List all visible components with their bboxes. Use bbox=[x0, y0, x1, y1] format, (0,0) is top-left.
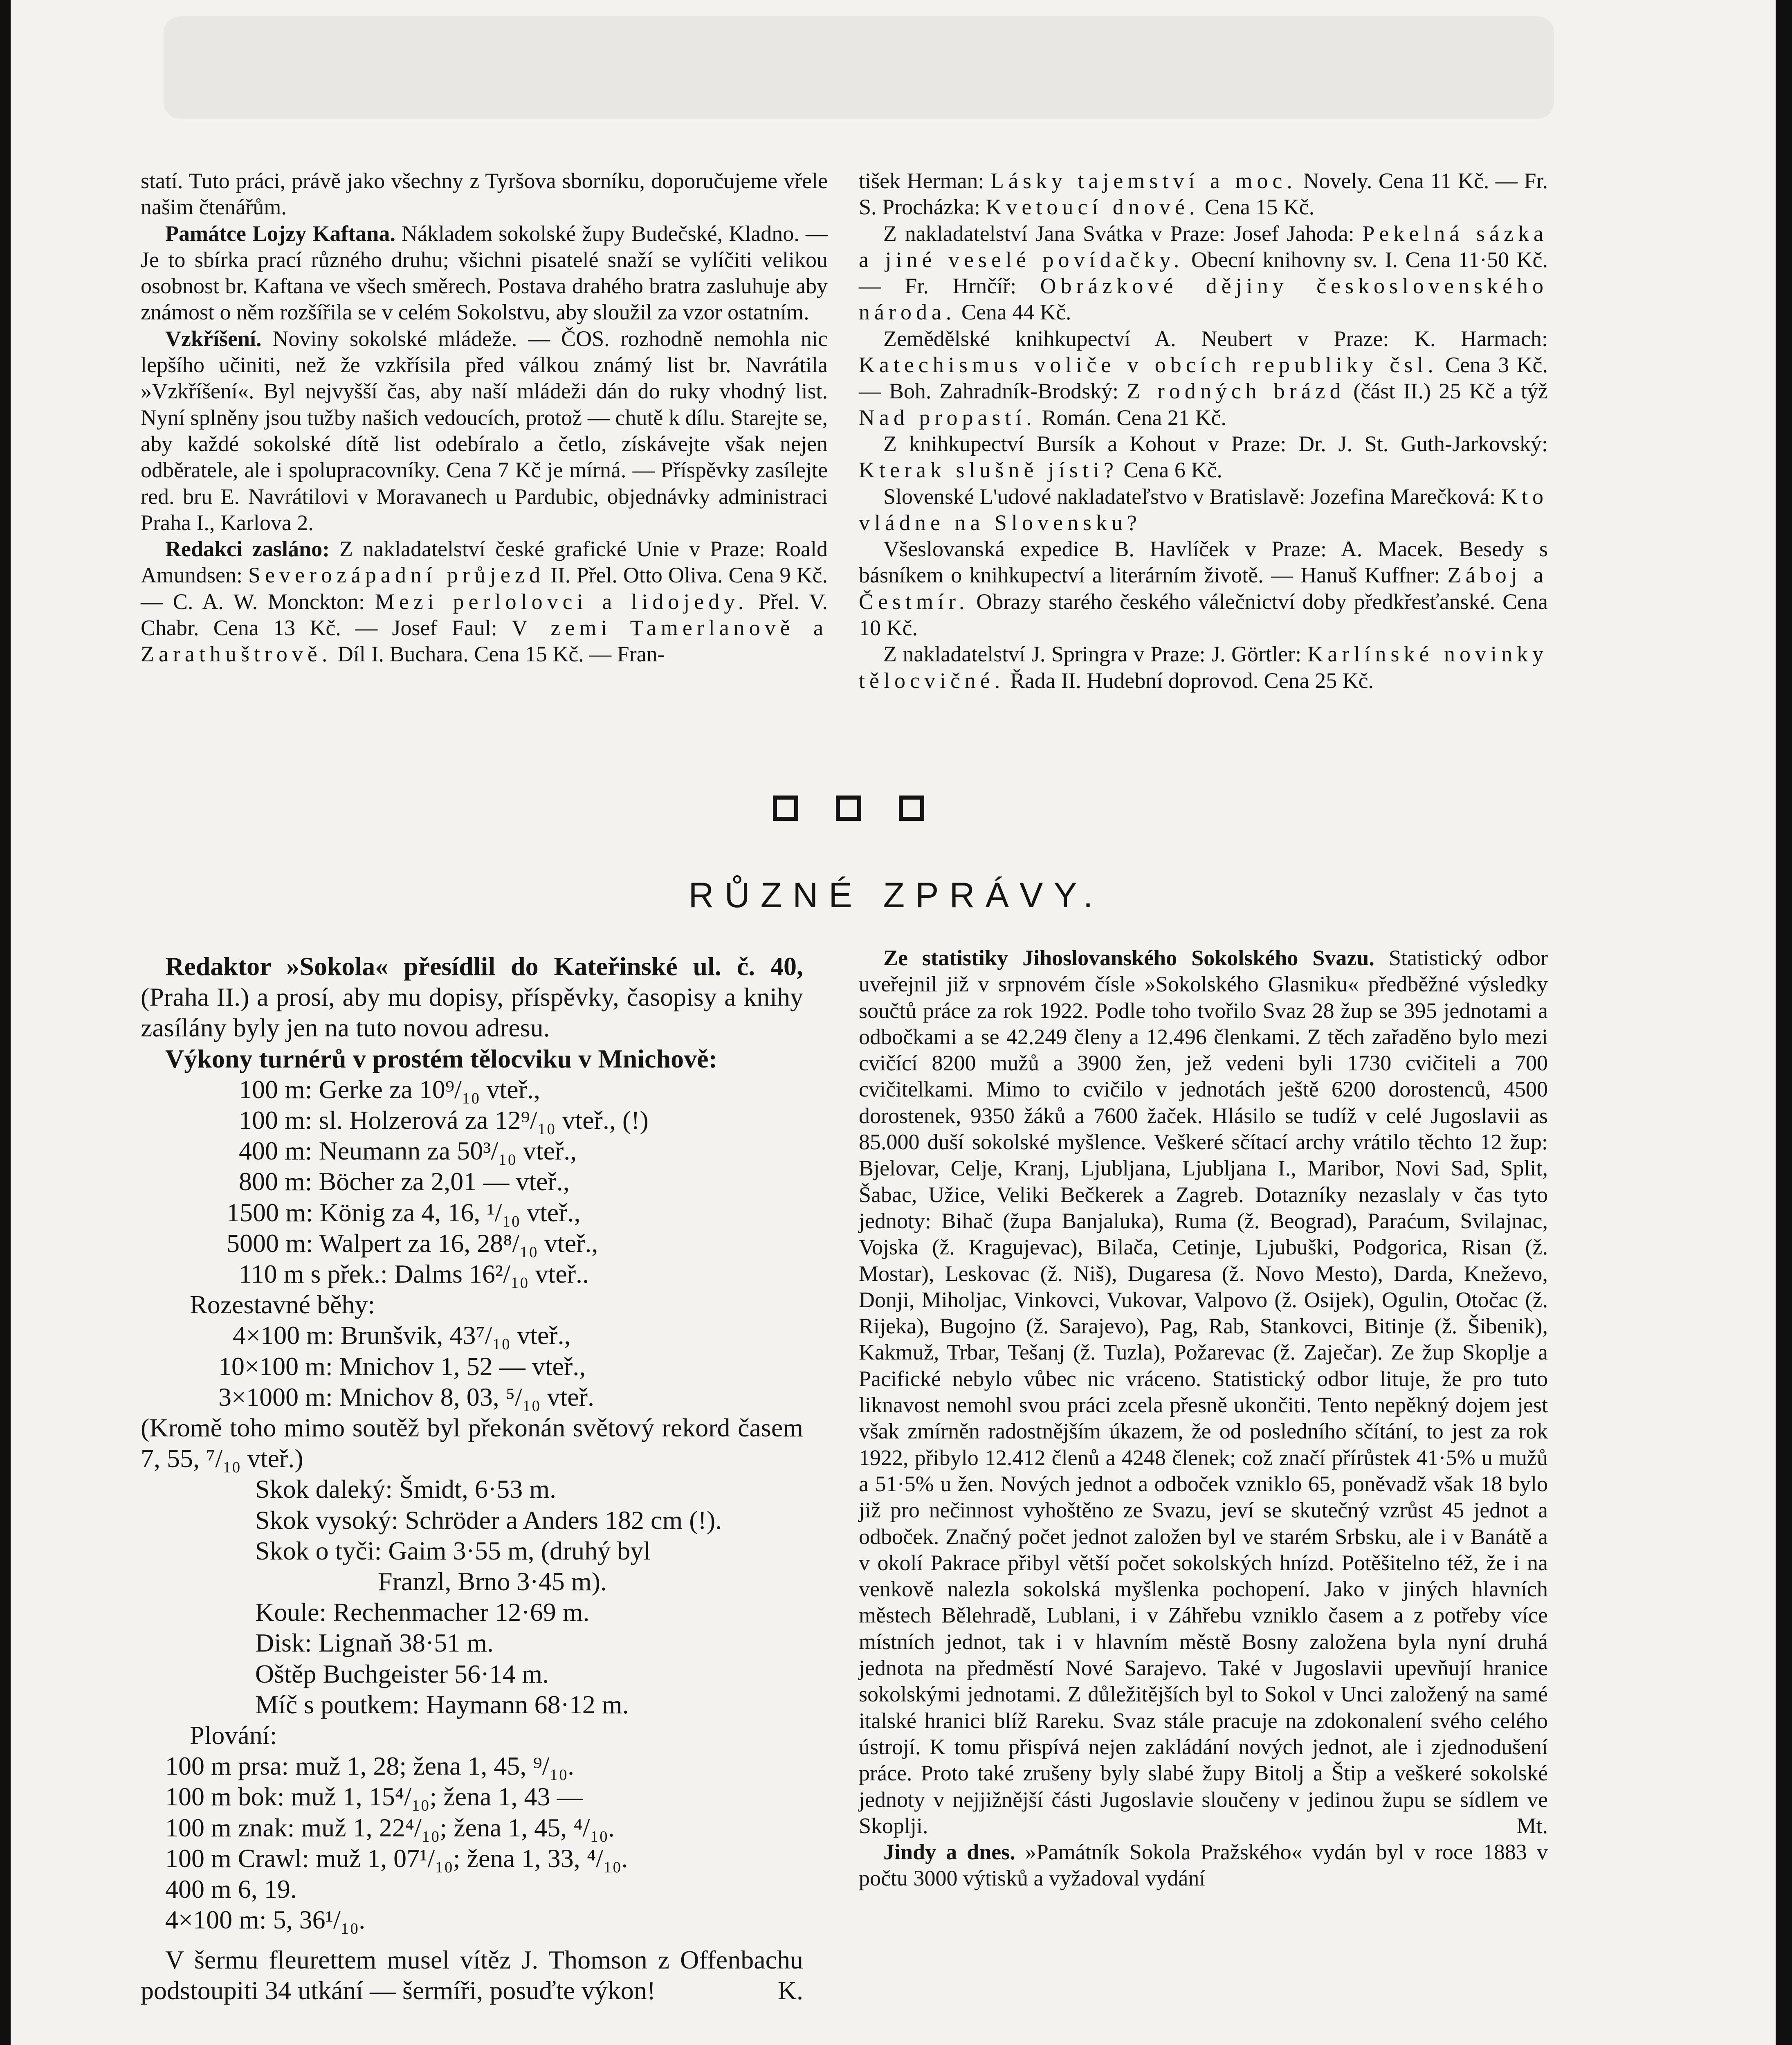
text: Díl I. Buchara. Cena 15 Kč. — Fran- bbox=[332, 642, 665, 667]
book-title: Mezi perlolovci a lidojedy. bbox=[375, 589, 748, 614]
swim-entry: 4×100 m: 5, 36¹/₁₀. bbox=[165, 1905, 366, 1935]
text: Řada II. Hudební doprovod. Cena 25 Kč. bbox=[1004, 668, 1374, 693]
text: Zemědělské knihkupectví A. Neubert v Praze: K. Harmach: bbox=[883, 326, 1548, 351]
section-heading: RŮZNÉ ZPRÁVY. bbox=[688, 876, 1104, 915]
swim-entry: 400 m 6, 19. bbox=[165, 1874, 297, 1904]
record-note: (Kromě toho mimo soutěž byl překonán světový rekord časem 7, 55, ⁷/₁₀ vteř.) bbox=[141, 1413, 803, 1473]
text: Cena 6 Kč. bbox=[1118, 458, 1222, 483]
paragraph-body: Statistický odbor uveřejnil již v srpnovém čísle »Sokolského Glasniku« předběžné výsledky součtů práce za rok 1922. Podle toho tvořilo Svaz 28 žup se 395 jednotami a odbočkami a se 42.249 členy a 12.496 členkami. Z těch zařaděno bylo mezi cvičící 8200 mužů a 3900 žen, jež vedeni byli 1730 cvičiteli a 700 cvičitelkami. Mimo to cvičilo v jednotách ještě 6200 dorostenců, 4500 dorostenek, 9350 žáků a 7600 žaček. Hlásilo se tudíž v celé Jugoslavii as 85.000 duší sokolské myšlence. Veškeré sčítací archy vrátilo těchto 12 žup: Bjelovar, Celje, Kranj, Ljubljana, Ljubljana I., Maribor, Novi Sad, Split, Šabac, Užice, Veliki Bečkerek a Zagreb. Dotazníky nezaslaly v čas tyto jednoty: Bihač (župa Banjaluka), Ruma (ž. Beograd), Paraćum, Svilajnac, Vojska (ž. Kragujevac), Bilača, Cetinje, Ljubuški, Podgorica, Risan (ž. Mostar), Leskovac (ž. Niš), Dugaresa (ž. Novo Mesto), Darda, Kneževo, Donji, Miholjac, Vinkovci, Vukovar, Valpovo (ž. Osijek), Ogulin, Otočac (ž. Rijeka), Bugojno (ž. Sarajevo), Pag, Rab, Stankovci, Bitinje (ž. Šibenik), Kakmuž, Trbar, Tešanj (ž. Tuzla), Požarevac (ž. Zaječar). Ze žup Skoplje a Pacifické nebylo vůbec nic vráceno. Statistický odbor lituje, že pro tuto liknavost nemohl svou práci zcela přesně ukončiti. Tento nepěkný dojem jest však zmírněn radostnějším úkazem, že od posledního sčítání, to jest za rok 1922, přibylo 12.412 členů a 4248 členek; což značí přírůstek 41·5% u mužů a 51·5% u žen. Nových jednot a odboček vzniklo 65, poněvadž však 18 bylo již pro nečinnost vyhoštěno ze Svazu, jeví se skutečný vzrůst 45 jednot a odboček. Značný počet jednot založen byl ve starém Srbsku, ale i v Banátě a v okolí Pakrace přibyl větší počet sokolských hnízd. Potěšitelno též, že i na venkově nalezla sokolská myšlenka pochopení. Jako v jiných hlavních městech Bělehradě, Lublani, i v Záhřebu vzniklo časem a z potřeby více místních jednot, tak i v hlavním městě Bosny založena byla nyní druhá jednota na předměstí Nové Sarajevo. Také v Jugoslavii upevňují hranice sokolskými jednotami. Z důležitějších byl to Sokol v Unci založený na samé italské hranici blíž Rareku. Svaz stále pracuje na zdokonalení svého celého ústrojí. K tomu přispívá nejen zakládání nových jednot, ale i zjednodušení práce. Proto také zrušeny byly slabé župy Bitolj a Štip a veškeré sokolské jednoty v nejjižnější části Jugoslavie sloučeny v jedinou župu se sídlem ve Skoplji. bbox=[859, 946, 1548, 1838]
paragraph-body: V šermu fleurettem musel vítěz J. Thomson z Offenbachu podstoupiti 34 utkání — šermíři, posuďte výkon! bbox=[141, 1945, 803, 2005]
text: Obrazy starého českého válečnictví doby předkřesťanské. Cena 10 Kč. bbox=[859, 589, 1548, 640]
paragraph bbox=[859, 483, 1548, 536]
paragraph bbox=[859, 641, 1548, 694]
field-entry: Koule: Rechenmacher 12·69 m. bbox=[255, 1598, 590, 1627]
text: Novely. Cena 11 Kč. — Fr. S. Procházka: bbox=[859, 169, 1548, 220]
paragraph bbox=[859, 168, 1548, 220]
paragraph bbox=[859, 1839, 1548, 1892]
text: Slovenské L'udové nakladateľstvo v Bratislavě: Jozefina Marečková: bbox=[883, 484, 1501, 509]
book-title: Kvetoucí dnové. bbox=[986, 195, 1199, 220]
paragraph bbox=[859, 220, 1548, 326]
author-sign: Mt. bbox=[1516, 1813, 1548, 1838]
text: Z nakladatelství Jana Svátka v Praze: Josef Jahoda: bbox=[883, 221, 1363, 246]
paragraph-title: Jindy a dnes. bbox=[883, 1840, 1015, 1865]
swim-entry: 100 m Crawl: muž 1, 07¹/₁₀; žena 1, 33, ⁴/₁₀. bbox=[165, 1843, 628, 1873]
paragraph-title: Ze statistiky Jihoslovanského Sokolského Svazu. bbox=[883, 946, 1374, 970]
paragraph bbox=[141, 951, 803, 1043]
paragraph-body: (Praha II.) a prosí, aby mu dopisy, příspěvky, časopisy a knihy zasílány byly jen na tuto novou adresu. bbox=[141, 982, 803, 1043]
text: Cena 15 Kč. bbox=[1199, 195, 1315, 220]
text: (část II.) 25 Kč a týž bbox=[1345, 379, 1548, 404]
text: II. Přel. Otto Oliva. Cena 9 Kč. — C. A. W. Monckton: bbox=[141, 563, 828, 614]
bottom-right-column bbox=[859, 945, 1548, 1892]
text: Všeslovanská expedice B. Havlíček v Praze: A. Macek. Besedy s básníkem o knihkupectví a literárním životě. — Hanuš Kuffner: bbox=[859, 537, 1548, 588]
scan-edge-left bbox=[0, 0, 11, 2045]
paragraph-title: Vzkříšení. bbox=[165, 326, 262, 351]
book-title: Katechismus voliče v obcích republiky čsl. bbox=[859, 353, 1438, 378]
scan-edge-right bbox=[1776, 0, 1792, 2045]
field-entry: Skok o tyči: Gaim 3·55 m, (druhý byl bbox=[255, 1536, 651, 1565]
paragraph bbox=[859, 945, 1548, 1839]
result-entry: 800 m: Böcher za 2,01 — vteř., bbox=[239, 1167, 570, 1196]
book-title: Kto vládne na Slovensku? bbox=[859, 484, 1548, 535]
paragraph bbox=[141, 220, 828, 326]
section-divider bbox=[773, 796, 924, 821]
text: Z nakladatelství J. Springra v Praze: J. Görtler: bbox=[883, 642, 1307, 667]
book-title: Nad propastí. bbox=[859, 405, 1036, 430]
field-entry: Franzl, Brno 3·45 m). bbox=[378, 1567, 607, 1596]
text: Román. Cena 21 Kč. bbox=[1036, 405, 1226, 430]
field-events-list bbox=[141, 1474, 803, 1720]
square-ornament bbox=[899, 796, 924, 821]
paragraph bbox=[141, 536, 828, 667]
text: tišek Herman: bbox=[859, 169, 990, 193]
text: Cena 3 Kč. — Boh. Zahradník-Brodský: bbox=[859, 353, 1548, 404]
field-entry: Oštěp Buchgeister 56·14 m. bbox=[255, 1659, 549, 1688]
paragraph-title: Redaktor »Sokola« přesídlil do Kateřinské ul. č. 40, bbox=[165, 952, 803, 981]
paragraph-title: Památce Lojzy Kaftana. bbox=[165, 221, 395, 246]
swim-entry: 100 m prsa: muž 1, 28; žena 1, 45, ⁹/₁₀. bbox=[165, 1751, 575, 1781]
text: Z nakladatelství české grafické Unie v Praze: Roald Amundsen: bbox=[141, 537, 828, 588]
paragraph-title: Redakci zasláno: bbox=[165, 537, 330, 562]
book-title: Z rodných brázd bbox=[1127, 379, 1345, 404]
result-entry: 100 m: sl. Holzerová za 12⁹/₁₀ vteř., (!) bbox=[239, 1106, 649, 1135]
paragraph-body: Nákladem sokolské župy Budečské, Kladno. — Je to sbírka prací různého druhu; všichni pisatelé snaží se vylíčiti velikou osobnost br. Kaftana ve všech směrech. Postava drahého bratra zasluhuje aby známost o něm rozšířila se v celém Sokolstvu, aby sloužil za vzor ostatním. bbox=[141, 221, 828, 325]
book-title: V zemi Tamerlanově a Zarathuštrově. bbox=[141, 616, 828, 667]
text: Z knihkupectví Bursík a Kohout v Praze: Dr. J. St. Guth-Jarkovský: bbox=[883, 431, 1548, 456]
field-entry: Skok vysoký: Schröder a Anders 182 cm (!). bbox=[255, 1505, 722, 1535]
author-sign: K. bbox=[777, 1975, 803, 2005]
paragraph-title: Výkony turnérů v prostém tělocviku v Mnichově: bbox=[165, 1044, 717, 1073]
paragraph-body: »Památník Sokola Pražského« vydán byl v roce 1883 v počtu 3000 výtisků a vyžadoval vydání bbox=[859, 1840, 1548, 1891]
field-entry: Disk: Lignaň 38·51 m. bbox=[255, 1628, 494, 1658]
book-title: Kterak slušně jísti? bbox=[859, 458, 1118, 483]
result-entry: 1500 m: König za 4, 16, ¹/₁₀ vteř., bbox=[227, 1198, 581, 1227]
paragraph bbox=[859, 326, 1548, 431]
field-entry: Skok daleký: Šmidt, 6·53 m. bbox=[255, 1474, 556, 1504]
paragraph bbox=[141, 1944, 803, 2006]
relay-entry: 3×1000 m: Mnichov 8, 03, ⁵/₁₀ vteř. bbox=[218, 1382, 594, 1411]
text: Cena 44 Kč. bbox=[956, 300, 1071, 325]
results-list bbox=[141, 1074, 803, 1289]
bottom-left-column bbox=[141, 951, 803, 2006]
scan-smudge bbox=[164, 16, 1554, 119]
swim-entry: 100 m bok: muž 1, 15⁴/₁₀; žena 1, 43 — bbox=[165, 1782, 583, 1811]
swim-entry: 100 m znak: muž 1, 22⁴/₁₀; žena 1, 45, ⁴/₁₀. bbox=[165, 1813, 615, 1842]
result-entry: 400 m: Neumann za 50³/₁₀ vteř., bbox=[239, 1136, 577, 1166]
book-title: Obrázkové dějiny československého národa. bbox=[859, 274, 1548, 325]
top-left-column bbox=[141, 168, 828, 667]
square-ornament bbox=[836, 796, 861, 821]
book-title: Severozápadní průjezd bbox=[248, 563, 545, 588]
paragraph bbox=[141, 326, 828, 536]
result-entry: 5000 m: Walpert za 16, 28⁸/₁₀ vteř., bbox=[227, 1228, 598, 1258]
result-entry: 110 m s přek.: Dalms 16²/₁₀ vteř.. bbox=[239, 1259, 589, 1289]
top-right-column bbox=[859, 168, 1548, 694]
swimming-list bbox=[141, 1751, 803, 1935]
book-title: Lásky tajemství a moc. bbox=[990, 169, 1297, 193]
relay-entry: 10×100 m: Mnichov 1, 52 — vteř., bbox=[218, 1351, 586, 1381]
text: Přel. V. Chabr. Cena 13 Kč. — Josef Faul: bbox=[141, 589, 828, 640]
field-entry: Míč s poutkem: Haymann 68·12 m. bbox=[255, 1690, 629, 1719]
paragraph-body: Noviny sokolské mládeže. — ČOS. rozhodně nemohla nic lepšího učiniti, než že vzkřísila před válkou známý list br. Navrátila »Vzkříšení«. Byl nejvyšší čas, aby naší mládeži dán do ruky vhodný list. Nyní splněny jsou tužby našich vedoucích, protož — chutě k dílu. Starejte se, aby každé sokolské dítě list odebíralo a četlo, získávejte však nejen odběratele, ale i spolupracovníky. Cena 7 Kč je mírná. — Příspěvky zasílejte red. bru E. Navrátilovi v Moravanech u Pardubic, objednávky administraci Praha I., Karlova 2. bbox=[141, 326, 828, 535]
paragraph bbox=[859, 431, 1548, 483]
book-title: Karlínské novinky tělocvičné. bbox=[859, 642, 1548, 693]
paragraph bbox=[859, 536, 1548, 641]
result-entry: 100 m: Gerke za 10⁹/₁₀ vteř., bbox=[239, 1074, 540, 1104]
paragraph: statí. Tuto práci, právě jako všechny z Tyršova sborníku, doporučujeme vřele našim čtenářům. bbox=[141, 169, 828, 220]
paragraph bbox=[141, 1043, 803, 1074]
book-title: Pekelná sázka a jiné veselé povídačky. bbox=[859, 221, 1548, 272]
text: Obecní knihovny sv. I. Cena 11·50 Kč. — Fr. Hrnčíř: bbox=[859, 247, 1548, 299]
subheading: Rozestavné běhy: bbox=[190, 1290, 375, 1319]
relay-list bbox=[141, 1320, 803, 1412]
book-title: Záboj a Čestmír. bbox=[859, 563, 1548, 614]
subheading: Plování: bbox=[190, 1721, 277, 1750]
square-ornament bbox=[773, 796, 798, 821]
relay-entry: 4×100 m: Brunšvik, 43⁷/₁₀ vteř., bbox=[233, 1321, 571, 1350]
